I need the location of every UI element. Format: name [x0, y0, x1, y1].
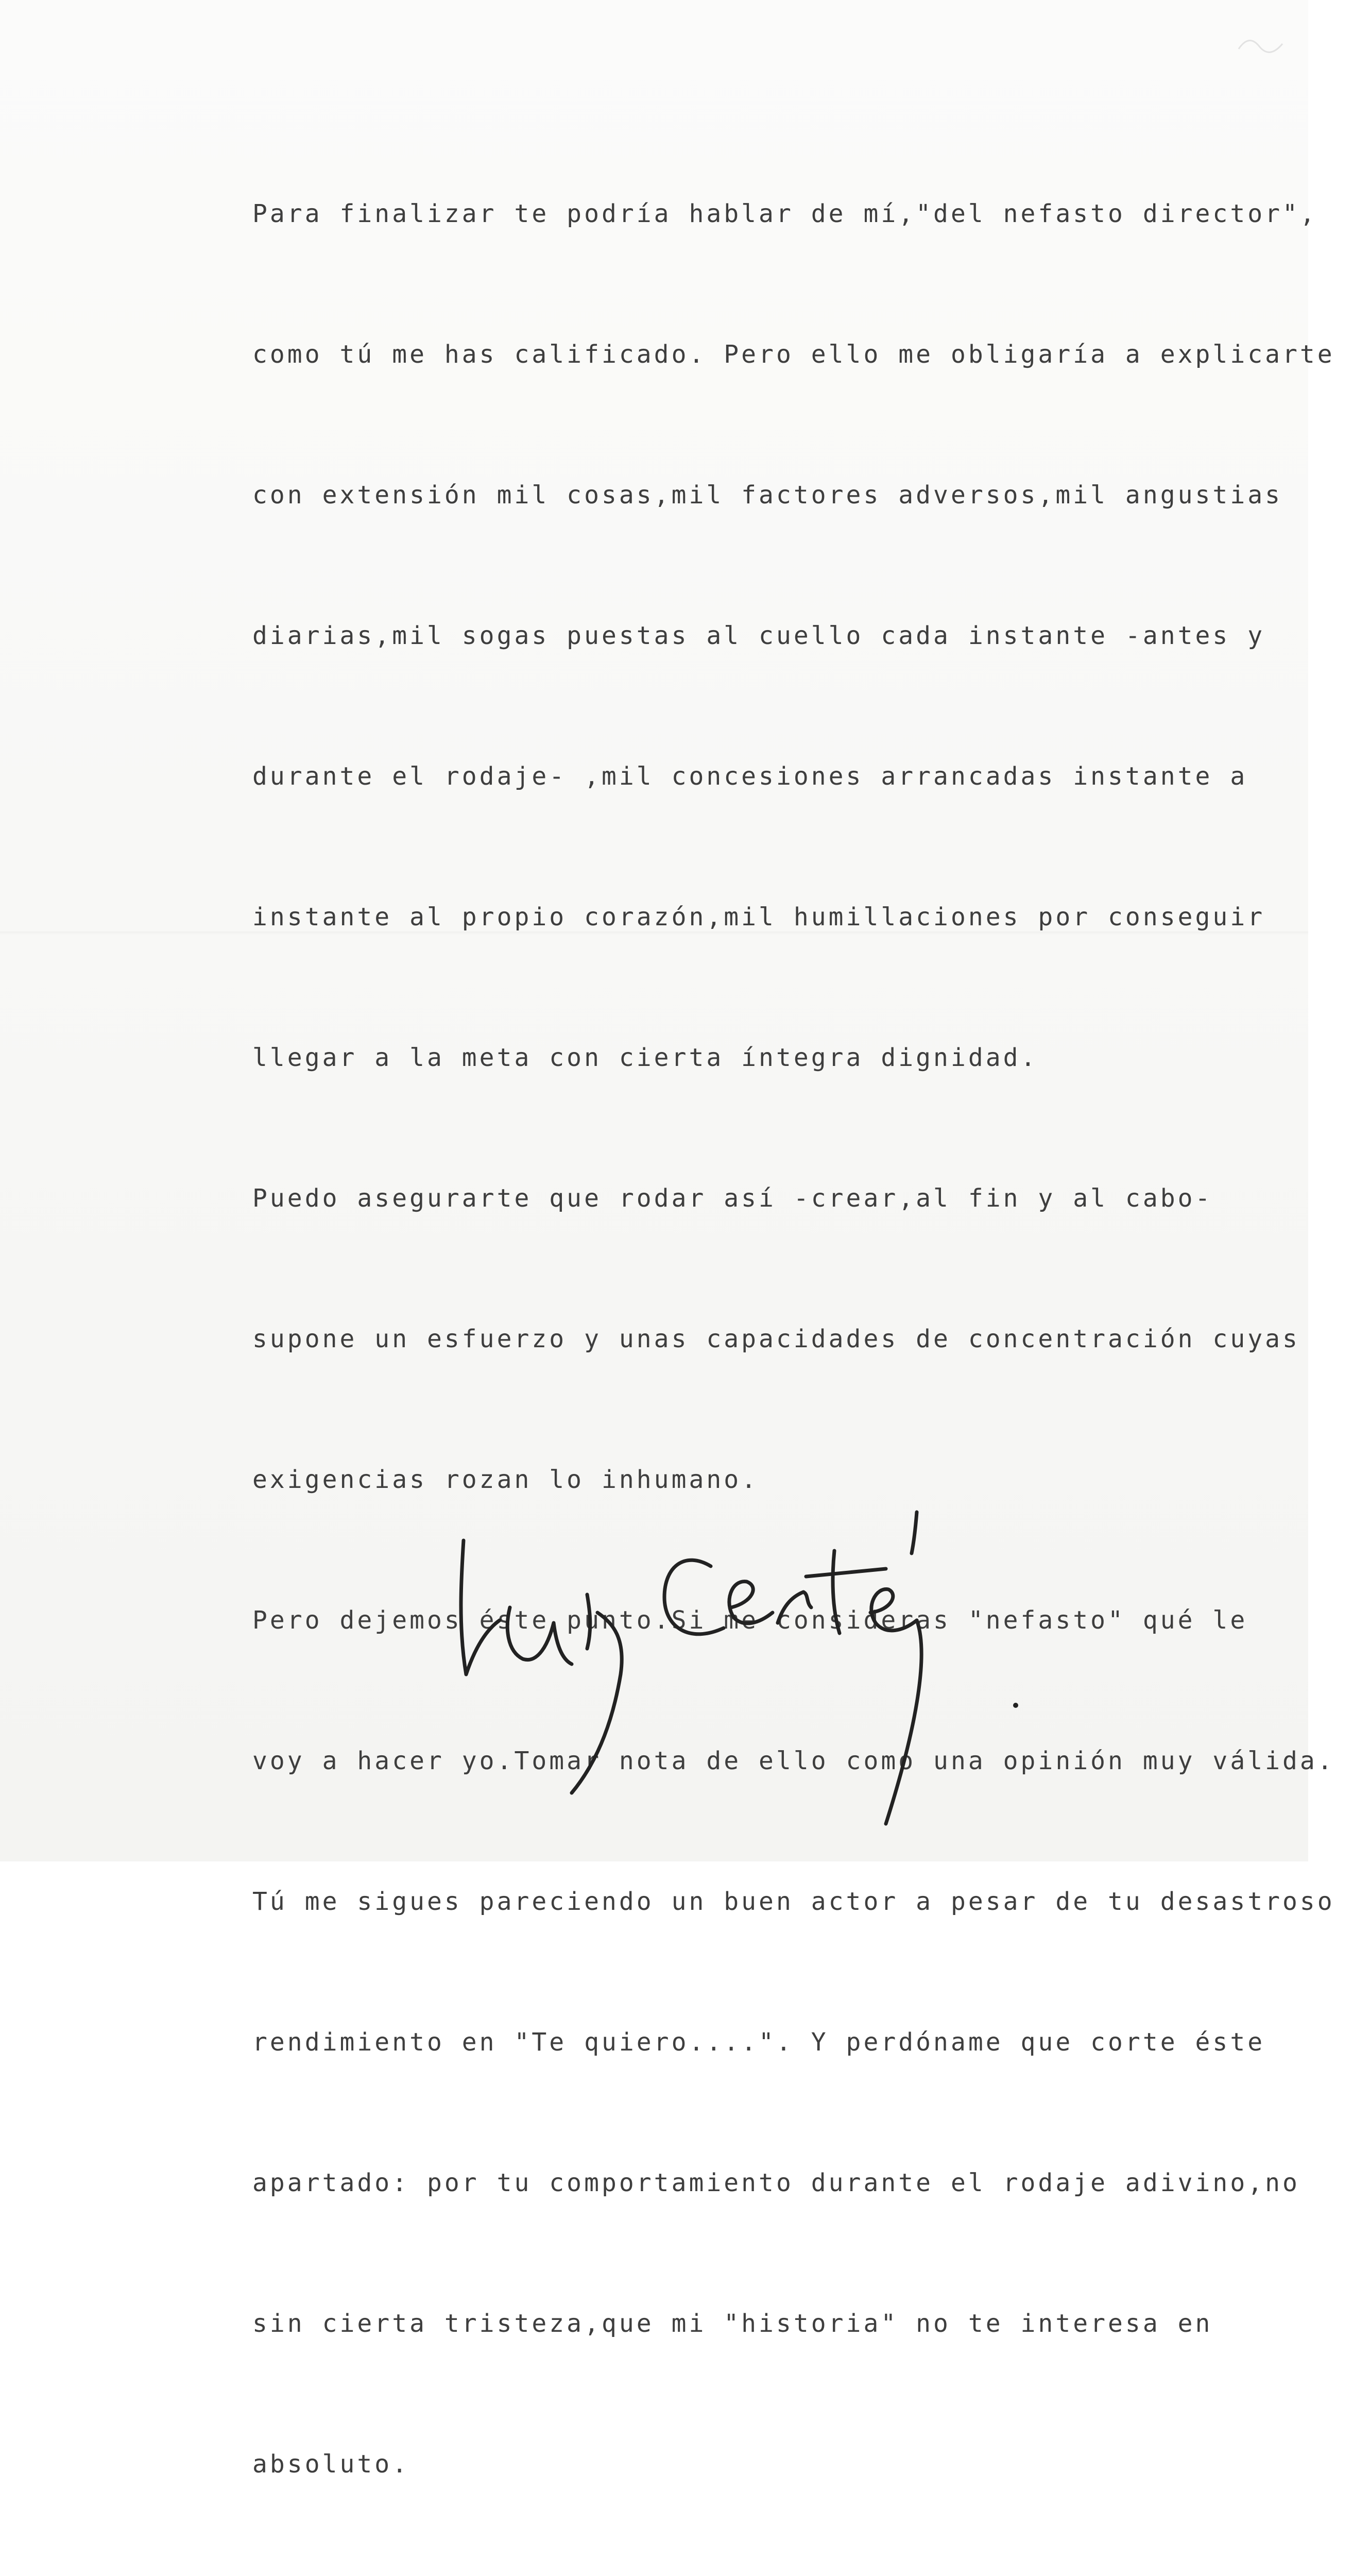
letter-line: absoluto.	[252, 2450, 410, 2479]
letter-line: diarias,mil sogas puestas al cuello cada instante -antes y	[252, 621, 1265, 650]
letter-line: rendimiento en "Te quiero....". Y perdóname que corte éste	[252, 2028, 1265, 2057]
letter-line: voy a hacer yo.Tomar nota de ello como una opinión muy válida.	[252, 1747, 1335, 1775]
faint-corner-mark-icon	[1234, 28, 1295, 59]
handwritten-signature	[443, 1504, 1061, 1855]
typed-letter-body	[252, 97, 1335, 2576]
letter-line: sin cierta tristeza,que mi "historia" no te interesa en	[252, 2309, 1213, 2338]
letter-line: Para finalizar te podría hablar de mí,"del nefasto director",	[252, 199, 1317, 228]
letter-line: durante el rodaje- ,mil concesiones arrancadas instante a	[252, 762, 1248, 791]
letter-line: Tú me sigues pareciendo un buen actor a pesar de tu desastroso	[252, 1887, 1335, 1916]
letter-line: supone un esfuerzo y unas capacidades de concentración cuyas	[252, 1325, 1300, 1353]
letter-line: Puedo asegurarte que rodar así -crear,al fin y al cabo-	[252, 1184, 1213, 1213]
letter-line: con extensión mil cosas,mil factores adversos,mil angustias	[252, 481, 1283, 510]
letter-line: llegar a la meta con cierta íntegra dignidad.	[252, 1043, 1038, 1072]
letter-line: como tú me has calificado. Pero ello me obligaría a explicarte	[252, 340, 1335, 369]
letter-line: exigencias rozan lo inhumano.	[252, 1465, 759, 1494]
letter-line: instante al propio corazón,mil humillaciones por conseguir	[252, 903, 1265, 931]
letter-line: Pero dejemos éste punto.Si me consideras "nefasto" qué le	[252, 1606, 1248, 1635]
letter-line: apartado: por tu comportamiento durante el rodaje adivino,no	[252, 2168, 1300, 2197]
